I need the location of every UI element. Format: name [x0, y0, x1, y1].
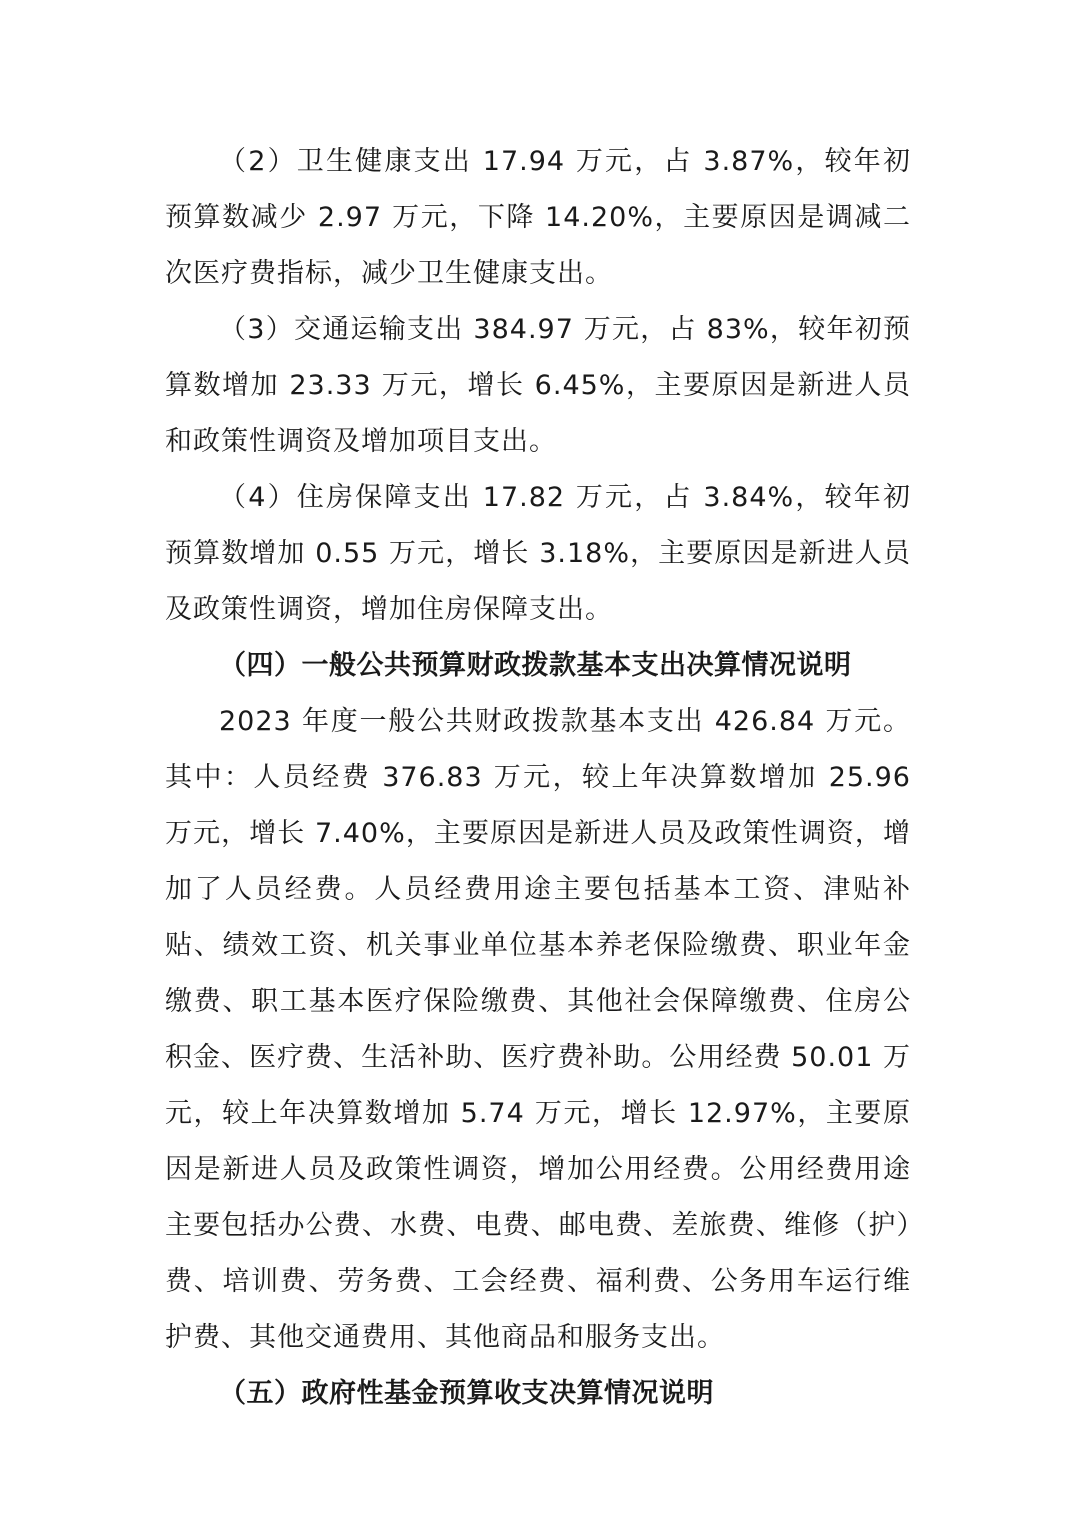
paragraph-housing-expenditure: （4）住房保障支出 17.82 万元，占 3.84%，较年初预算数增加 0.55 万元，增长 3.18%，主要原因是新进人员及政策性调资，增加住房保障支出。	[165, 482, 911, 625]
document-body	[165, 134, 911, 1422]
paragraph-basic-expenditure: 2023 年度一般公共财政拨款基本支出 426.84 万元。其中：人员经费 376.83 万元，较上年决算数增加 25.96 万元，增长 7.40%，主要原因是新进人员及政策性调资，增加了人员经费。人员经费用途主要包括基本工资、津贴补贴、绩效工资、机关事业单位基本养老保险缴费、职业年金缴费、职工基本医疗保险缴费、其他社会保障缴费、住房公积金、医疗费、生活补助、医疗费补助。公用经费 50.01 万元，较上年决算数增加 5.74 万元，增长 12.97%，主要原因是新进人员及政策性调资，增加公用经费。公用经费用途主要包括办公费、水费、电费、邮电费、差旅费、维修（护）费、培训费、劳务费、工会经费、福利费、公务用车运行维护费、其他交通费用、其他商品和服务支出。	[165, 706, 911, 1353]
section-heading-government-fund: （五）政府性基金预算收支决算情况说明	[219, 1378, 714, 1409]
paragraph-transport-expenditure: （3）交通运输支出 384.97 万元，占 83%，较年初预算数增加 23.33 万元，增长 6.45%，主要原因是新进人员和政策性调资及增加项目支出。	[165, 314, 911, 457]
paragraph-health-expenditure: （2）卫生健康支出 17.94 万元，占 3.87%，较年初预算数减少 2.97 万元，下降 14.20%，主要原因是调减二次医疗费指标，减少卫生健康支出。	[165, 146, 911, 289]
section-heading-basic-expenditure: （四）一般公共预算财政拨款基本支出决算情况说明	[219, 650, 852, 681]
